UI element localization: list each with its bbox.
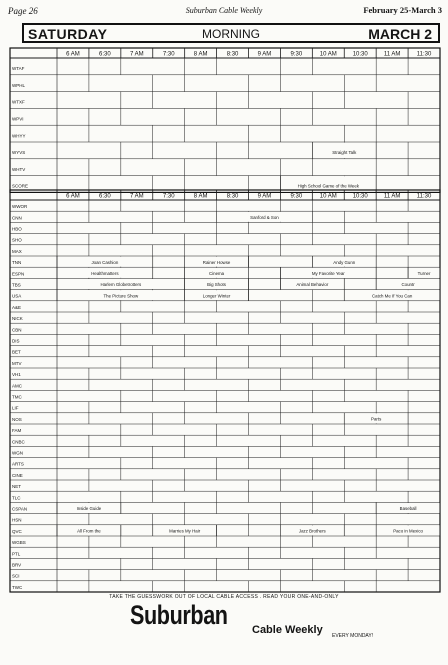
lower-channel-label: CINE (12, 472, 23, 478)
lower-time-label: 6:30 (99, 193, 111, 200)
lower-program-title: Longer Winter (202, 293, 231, 299)
lower-time-label: 11:30 (416, 193, 432, 200)
lower-channel-label: USA (12, 293, 22, 299)
lower-channel-label: TWC (12, 584, 23, 590)
upper-time-label: 6:30 (99, 51, 111, 58)
lower-program-title: Harlem Globetrotters (100, 282, 142, 288)
lower-channel-label: SCI (12, 573, 20, 579)
lower-time-label: 7:30 (162, 193, 175, 200)
lower-time-label: 7 AM (129, 193, 144, 200)
banner-period: MORNING (202, 27, 260, 41)
page-number: Page 26 (8, 6, 38, 16)
upper-time-label: 11:30 (416, 51, 432, 58)
lower-channel-label: A&E (12, 304, 22, 310)
lower-program-title: Countr (401, 282, 415, 288)
upper-channel-label: WPHL (12, 82, 26, 88)
lower-program-title: Rainer Howse (202, 259, 231, 265)
lower-program-title: All From the (77, 528, 101, 534)
upper-channel-label: WHTV (12, 166, 26, 172)
lower-time-label: 8:30 (226, 193, 239, 200)
lower-program-title: Parts (371, 416, 382, 422)
upper-program-title: High School Game of the Week (297, 183, 360, 189)
lower-channel-label: TNN (12, 260, 22, 266)
upper-time-label: 8:30 (226, 51, 239, 58)
lower-channel-label: CSPAN (12, 506, 28, 512)
lower-channel-label: AMC (12, 383, 22, 389)
lower-channel-label: TBS (12, 282, 21, 288)
upper-time-label: 11 AM (383, 51, 401, 58)
lower-channel-label: MTV (12, 360, 22, 366)
lower-channel-label: BRV (12, 562, 22, 568)
lower-channel-label: VH1 (12, 372, 21, 378)
lower-program-title: The Picture Show (103, 293, 139, 299)
upper-time-label: 10 AM (319, 51, 337, 58)
upper-channel-label: WYVS (12, 150, 26, 156)
lower-time-label: 8 AM (193, 193, 208, 200)
lower-program-title: Andy Gunn (333, 259, 356, 265)
lower-time-label: 11 AM (383, 193, 401, 200)
lower-channel-label: FAM (12, 428, 22, 434)
lower-channel-label: BET (12, 349, 21, 355)
lower-time-label: 10 AM (319, 193, 337, 200)
lower-program-title: Baseball (399, 506, 417, 512)
lower-channel-label: NICK (12, 316, 23, 322)
lower-time-label: 10:30 (352, 193, 368, 200)
lower-time-label: 9:30 (290, 193, 303, 200)
upper-time-label: 7:30 (162, 51, 175, 58)
lower-time-label: 6 AM (66, 193, 80, 200)
lower-program-title: Joan Cashion (91, 259, 119, 265)
lower-channel-label: CNN (12, 215, 22, 221)
lower-channel-label: NET (12, 484, 21, 490)
lower-channel-label: QVC (12, 528, 22, 534)
footer-tagline: TAKE THE GUESSWORK OUT OF LOCAL CABLE ACCESS . READ YOUR ONE-AND-ONLY (109, 594, 339, 600)
upper-time-label: 10:30 (352, 51, 368, 58)
lower-channel-label: HBO (12, 226, 22, 232)
upper-channel-label: SCORE (12, 183, 29, 189)
upper-time-label: 9 AM (257, 51, 272, 58)
lower-program-title: Sanford & Son (250, 215, 279, 221)
banner-day: SATURDAY (28, 26, 108, 42)
lower-program-title: Big Shots (207, 282, 226, 288)
lower-program-title: Cinema (209, 271, 225, 277)
lower-time-label: 9 AM (257, 193, 272, 200)
upper-time-label: 9:30 (290, 51, 303, 58)
lower-channel-label: NOS (12, 416, 22, 422)
logo-every-monday: EVERY MONDAY! (332, 633, 374, 639)
lower-program-title: Marries My Hair (169, 528, 201, 534)
lower-channel-label: TLC (12, 495, 21, 501)
lower-channel-label: PTL (12, 551, 21, 557)
lower-channel-label: MAX (12, 248, 22, 254)
lower-program-title: Jazz Brothers (298, 528, 326, 534)
lower-channel-label: TMC (12, 394, 22, 400)
lower-program-title: Catch Me If You Can (371, 293, 413, 299)
upper-channel-label: WTXF (12, 99, 25, 105)
logo-suburban: Suburban (130, 600, 228, 630)
lower-program-title: Turner (417, 271, 431, 277)
lower-channel-label: WWOR (12, 204, 28, 210)
upper-frame (10, 48, 440, 192)
lower-program-title: Inside Guide (76, 506, 102, 512)
lower-channel-label: ESPN (12, 271, 25, 277)
upper-channel-label: WTAF (12, 66, 25, 72)
lower-channel-label: CNBC (12, 439, 25, 445)
lower-channel-label: LIF (12, 405, 19, 411)
lower-channel-label: DIS (12, 338, 20, 344)
date-range: February 25-March 3 (363, 5, 442, 15)
lower-channel-label: SHO (12, 237, 22, 243)
upper-time-label: 8 AM (193, 51, 208, 58)
banner-date: MARCH 2 (368, 26, 432, 42)
logo-cable-weekly: Cable Weekly (252, 624, 323, 636)
lower-channel-label: HSN (12, 517, 22, 523)
upper-channel-label: WPVI (12, 116, 24, 122)
lower-channel-label: CBN (12, 327, 22, 333)
lower-program-title: Animal Behavior (296, 282, 329, 288)
lower-program-title: Healthmatters (91, 271, 119, 277)
lower-channel-label: WGBS (12, 540, 26, 546)
upper-time-label: 7 AM (129, 51, 144, 58)
lower-program-title: My Favorite Year (311, 271, 345, 277)
upper-time-label: 6 AM (66, 51, 80, 58)
lower-program-title: Paco in Mexico (393, 528, 423, 534)
upper-channel-label: WHYY (12, 133, 26, 139)
upper-program-title: Straight Talk (332, 149, 357, 155)
lower-channel-label: ARTS (12, 461, 24, 467)
lower-channel-label: WGN (12, 450, 23, 456)
publication-title: Suburban Cable Weekly (185, 6, 263, 15)
